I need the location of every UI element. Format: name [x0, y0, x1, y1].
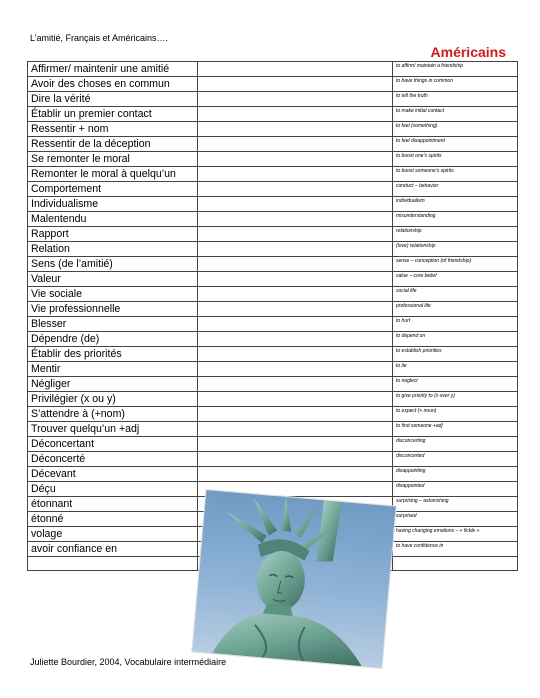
french-term: Comportement [28, 182, 198, 197]
french-term: Établir un premier contact [28, 107, 198, 122]
blank-cell [198, 422, 393, 437]
english-translation [393, 557, 518, 571]
blank-cell [198, 272, 393, 287]
blank-cell [198, 392, 393, 407]
french-term: Trouver quelqu’un +adj [28, 422, 198, 437]
english-translation: disconcerting [393, 437, 518, 452]
english-translation: individualism [393, 197, 518, 212]
blank-cell [198, 152, 393, 167]
english-translation: professional life [393, 302, 518, 317]
english-translation: sense – conception (of friendship) [393, 257, 518, 272]
vocab-row [28, 242, 518, 257]
french-term: Dire la vérité [28, 92, 198, 107]
english-translation: to feel disappointment [393, 137, 518, 152]
vocab-row [28, 467, 518, 482]
french-term: Blesser [28, 317, 198, 332]
french-term: Affirmer/ maintenir une amitié [28, 62, 198, 77]
english-translation: to expect (+ noun) [393, 407, 518, 422]
vocab-row [28, 452, 518, 467]
french-term: volage [28, 527, 198, 542]
french-term: Avoir des choses en commun [28, 77, 198, 92]
french-term: Relation [28, 242, 198, 257]
english-translation: social life [393, 287, 518, 302]
english-translation: to make initial contact [393, 107, 518, 122]
vocab-row [28, 77, 518, 92]
french-term: Malentendu [28, 212, 198, 227]
english-translation: to establish priorities [393, 347, 518, 362]
blank-cell [198, 347, 393, 362]
english-translation: surprised [393, 512, 518, 527]
french-term: Dépendre (de) [28, 332, 198, 347]
french-term: Privilégier (x ou y) [28, 392, 198, 407]
french-term: Vie sociale [28, 287, 198, 302]
english-translation: value – core belief [393, 272, 518, 287]
vocab-row [28, 152, 518, 167]
blank-cell [198, 227, 393, 242]
french-term: Sens (de l’amitié) [28, 257, 198, 272]
vocab-row [28, 92, 518, 107]
vocab-row [28, 302, 518, 317]
blank-cell [198, 452, 393, 467]
vocab-row [28, 377, 518, 392]
vocab-row [28, 167, 518, 182]
vocab-row [28, 137, 518, 152]
blank-cell [198, 62, 393, 77]
blank-cell [198, 377, 393, 392]
vocab-row [28, 62, 518, 77]
blank-cell [198, 77, 393, 92]
english-translation: to tell the truth [393, 92, 518, 107]
document-footer: Juliette Bourdier, 2004, Vocabulaire intermédiaire [30, 657, 227, 667]
vocab-row [28, 227, 518, 242]
english-translation: to lie [393, 362, 518, 377]
french-term: Ressentir de la déception [28, 137, 198, 152]
vocab-row [28, 437, 518, 452]
french-term: Déçu [28, 482, 198, 497]
french-term: Déconcertant [28, 437, 198, 452]
english-translation: surprising – astonishing [393, 497, 518, 512]
english-translation: to hurt [393, 317, 518, 332]
blank-cell [198, 107, 393, 122]
english-translation: to boost someone’s spirits [393, 167, 518, 182]
vocab-row [28, 392, 518, 407]
english-translation: to have things in common [393, 77, 518, 92]
vocab-row [28, 122, 518, 137]
french-term: Ressentir + nom [28, 122, 198, 137]
french-term: Rapport [28, 227, 198, 242]
vocab-row [28, 407, 518, 422]
vocab-row [28, 422, 518, 437]
french-term: S’attendre à (+nom) [28, 407, 198, 422]
french-term: étonné [28, 512, 198, 527]
blank-cell [198, 182, 393, 197]
english-translation: to give priority to (x over y) [393, 392, 518, 407]
english-translation: disappointing [393, 467, 518, 482]
blank-cell [198, 302, 393, 317]
blank-cell [198, 137, 393, 152]
blank-cell [198, 287, 393, 302]
blank-cell [198, 197, 393, 212]
english-translation: to boost one’s spirits [393, 152, 518, 167]
document-title: L’amitié, Français et Américains…. [30, 33, 169, 43]
french-term: Décevant [28, 467, 198, 482]
french-term: Déconcerté [28, 452, 198, 467]
french-term: Individualisme [28, 197, 198, 212]
column-heading: Américains [430, 44, 506, 60]
vocab-row [28, 287, 518, 302]
blank-cell [198, 212, 393, 227]
french-term [28, 557, 198, 571]
french-term: Établir des priorités [28, 347, 198, 362]
vocab-row [28, 212, 518, 227]
french-term: Vie professionnelle [28, 302, 198, 317]
statue-of-liberty-icon [192, 490, 395, 668]
blank-cell [198, 332, 393, 347]
blank-cell [198, 92, 393, 107]
blank-cell [198, 167, 393, 182]
french-term: Mentir [28, 362, 198, 377]
english-translation: conduct – behavior [393, 182, 518, 197]
french-term: avoir confiance en [28, 542, 198, 557]
english-translation: to affirm/ maintain a friendship [393, 62, 518, 77]
blank-cell [198, 362, 393, 377]
french-term: étonnant [28, 497, 198, 512]
vocab-row [28, 362, 518, 377]
blank-cell [198, 257, 393, 272]
french-term: Négliger [28, 377, 198, 392]
english-translation: to have confidence in [393, 542, 518, 557]
english-translation: to neglect [393, 377, 518, 392]
french-term: Valeur [28, 272, 198, 287]
english-translation: to feel (something) [393, 122, 518, 137]
blank-cell [198, 467, 393, 482]
english-translation: relationship [393, 227, 518, 242]
blank-cell [198, 122, 393, 137]
english-translation: to find someone +adj [393, 422, 518, 437]
english-translation: disconcerted [393, 452, 518, 467]
english-translation: to depend on [393, 332, 518, 347]
vocab-row [28, 257, 518, 272]
french-term: Se remonter le moral [28, 152, 198, 167]
vocab-row [28, 182, 518, 197]
english-translation: (love) relationship [393, 242, 518, 257]
vocab-row [28, 317, 518, 332]
vocab-row [28, 272, 518, 287]
statue-of-liberty-image [191, 489, 397, 669]
blank-cell [198, 437, 393, 452]
vocab-row [28, 197, 518, 212]
english-translation: having changing emotions – « fickle » [393, 527, 518, 542]
blank-cell [198, 317, 393, 332]
blank-cell [198, 407, 393, 422]
vocab-row [28, 347, 518, 362]
blank-cell [198, 242, 393, 257]
vocab-row [28, 107, 518, 122]
english-translation: disappointed [393, 482, 518, 497]
vocab-row [28, 332, 518, 347]
french-term: Remonter le moral à quelqu’un [28, 167, 198, 182]
english-translation: misunderstanding [393, 212, 518, 227]
